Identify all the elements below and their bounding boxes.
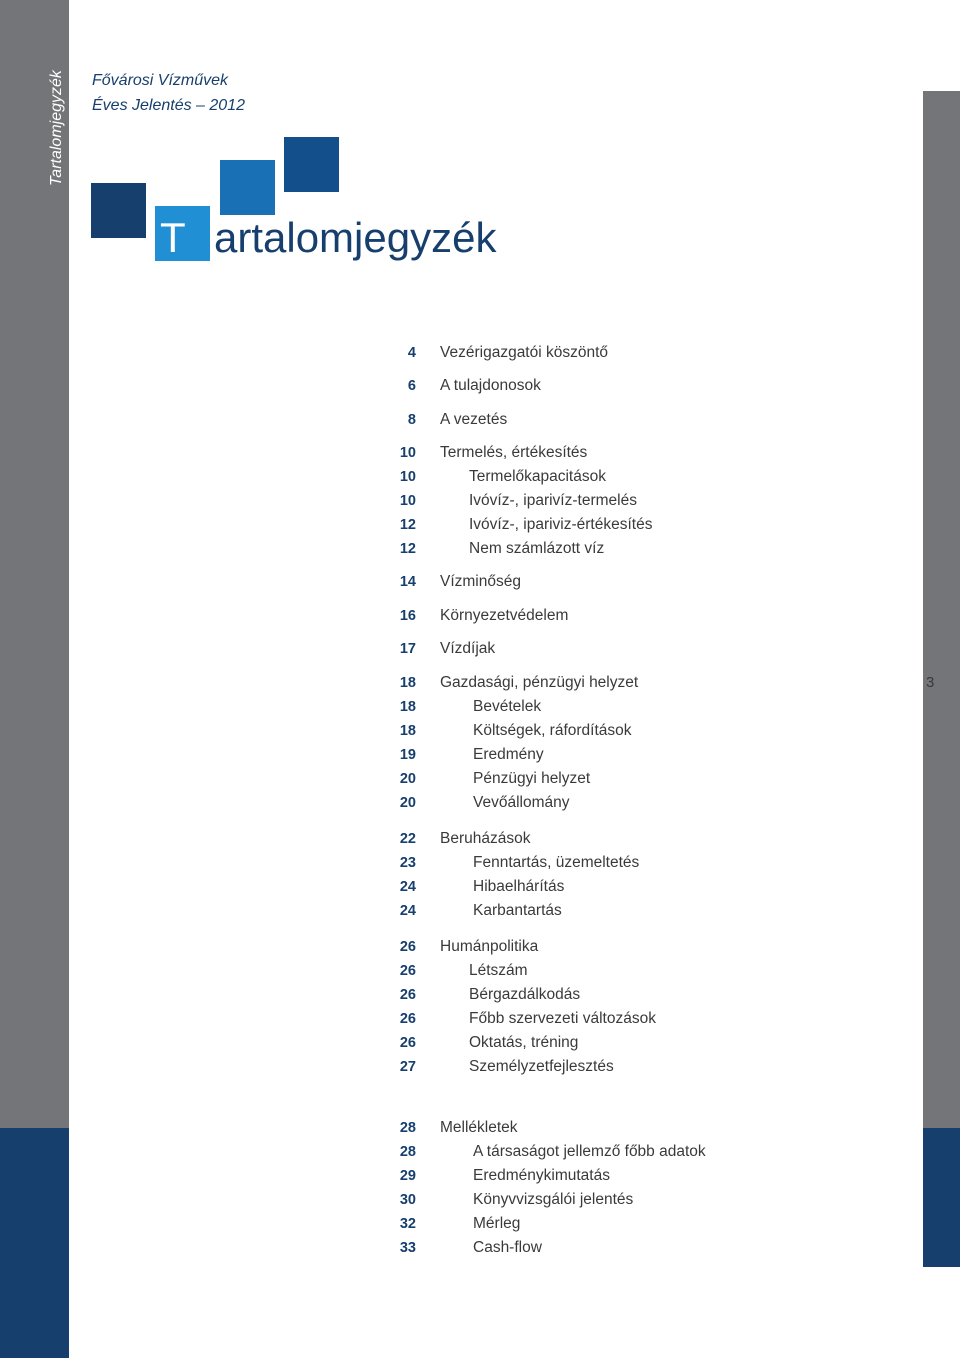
toc-page-number: 12 — [399, 541, 416, 557]
toc-subsection-title: Eredmény — [473, 746, 544, 763]
toc-subsection-title: Eredménykimutatás — [473, 1167, 610, 1184]
toc-subsection-title: Bevételek — [473, 698, 542, 715]
toc-subsection-title: Pénzügyi helyzet — [473, 770, 591, 787]
toc-page-number: 10 — [399, 493, 416, 509]
toc-page-number: 10 — [399, 445, 416, 461]
toc-subsection-title: Bérgazdálkodás — [469, 986, 581, 1003]
toc-section-title: Beruházások — [440, 830, 531, 847]
toc-page-number: 12 — [399, 517, 416, 533]
toc-page-number: 29 — [399, 1168, 416, 1184]
toc-subsection-title: Karbantartás — [473, 902, 562, 919]
toc-page-number: 20 — [399, 771, 416, 787]
toc-page-number: 14 — [399, 574, 416, 590]
toc-page-number: 32 — [399, 1216, 416, 1232]
toc-page-number: 22 — [399, 831, 416, 847]
toc-subsection-title: Fenntartás, üzemeltetés — [473, 854, 640, 871]
toc-page-number: 18 — [399, 699, 416, 715]
toc-subsection-title: Termelőkapacitások — [469, 468, 606, 485]
toc-subsection-title: Könyvvizsgálói jelentés — [473, 1191, 634, 1208]
toc-page-number: 26 — [399, 1035, 416, 1051]
toc-page-number: 17 — [399, 641, 416, 657]
toc-section-title: Vezérigazgatói köszöntő — [440, 344, 609, 361]
toc-subsection-title: Oktatás, tréning — [469, 1034, 579, 1051]
page-title-initial: T — [160, 214, 186, 261]
toc-subsection-title: Költségek, ráfordítások — [473, 722, 632, 739]
report-year: Éves Jelentés – 2012 — [92, 97, 245, 114]
toc-page-number: 24 — [399, 879, 416, 895]
toc-page-number: 26 — [399, 963, 416, 979]
toc-page-number: 30 — [399, 1192, 416, 1208]
toc-subsection-title: Nem számlázott víz — [469, 540, 605, 557]
toc-subsection-title: Mérleg — [473, 1215, 521, 1232]
decorative-square — [220, 160, 275, 215]
toc-page-number: 26 — [399, 939, 416, 955]
toc-page-number: 8 — [407, 412, 416, 428]
toc-page-number: 19 — [399, 747, 416, 763]
toc-section-title: Humánpolitika — [440, 938, 539, 955]
toc-page-number: 27 — [399, 1059, 416, 1075]
decorative-square — [284, 137, 339, 192]
toc-page-number: 26 — [399, 1011, 416, 1027]
toc-subsection-title: Cash-flow — [473, 1239, 542, 1256]
toc-subsection-title: A társaságot jellemző főbb adatok — [473, 1143, 706, 1160]
toc-page-number: 28 — [399, 1144, 416, 1160]
decorative-square — [91, 183, 146, 238]
page-title: artalomjegyzék — [214, 214, 497, 261]
company-name: Fővárosi Vízművek — [92, 72, 229, 89]
toc-page-number: 28 — [399, 1120, 416, 1136]
toc-page-number: 10 — [399, 469, 416, 485]
toc-subsection-title: Személyzetfejlesztés — [469, 1058, 614, 1075]
toc-page-number: 26 — [399, 987, 416, 1003]
page-number: 3 — [926, 674, 935, 691]
toc-subsection-title: Vevőállomány — [473, 794, 570, 811]
toc-subsection-title: Ivóvíz-, ipariviz-értékesítés — [469, 516, 653, 533]
toc-section-title: Termelés, értékesítés — [440, 444, 588, 461]
toc-subsection-title: Főbb szervezeti változások — [469, 1010, 656, 1027]
toc-section-title: Vízminőség — [440, 573, 521, 590]
toc-page-number: 33 — [399, 1240, 416, 1256]
toc-subsection-title: Ivóvíz-, iparivíz-termelés — [469, 492, 637, 509]
toc-page-number: 6 — [407, 378, 416, 394]
left-blue-band — [0, 1128, 69, 1358]
toc-section-title: Gazdasági, pénzügyi helyzet — [440, 674, 639, 691]
toc-section-title: Környezetvédelem — [440, 607, 569, 624]
report-header — [92, 68, 245, 118]
toc-section-title: A vezetés — [440, 411, 508, 428]
right-blue-tab — [923, 1128, 960, 1267]
toc-page-number: 24 — [399, 903, 416, 919]
toc-section-title: Vízdíjak — [440, 640, 496, 657]
toc-subsection-title: Hibaelhárítás — [473, 878, 565, 895]
toc-page-number: 23 — [399, 855, 416, 871]
toc-page-number: 4 — [407, 345, 416, 361]
toc-page-number: 16 — [399, 608, 416, 624]
side-section-label: Tartalomjegyzék — [48, 70, 65, 186]
toc-subsection-title: Létszám — [469, 962, 528, 979]
toc-page-number: 20 — [399, 795, 416, 811]
toc-section-title: Mellékletek — [440, 1119, 518, 1136]
right-gray-tab — [923, 91, 960, 1128]
toc-page-number: 18 — [399, 723, 416, 739]
toc-section-title: A tulajdonosok — [440, 377, 541, 394]
toc-page-number: 18 — [399, 675, 416, 691]
